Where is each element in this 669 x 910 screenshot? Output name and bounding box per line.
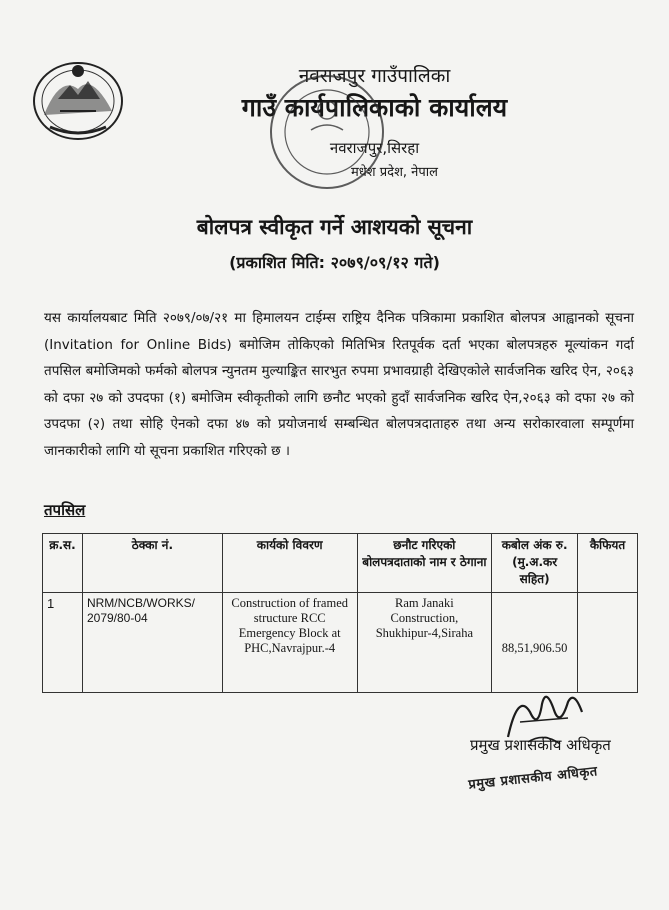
- details-heading: तपसिल: [44, 501, 86, 519]
- col-amount: कबोल अंक रु. (मु.अ.कर सहित): [492, 534, 578, 593]
- office-location: नवराजपुर,सिरहा: [329, 139, 420, 157]
- notice-body: यस कार्यालयबाट मिति २०७९/०७/२१ मा हिमालयन टाईम्स राष्ट्रिय दैनिक पत्रिकामा प्रकाशित बोलपत्र आह्वानको सूचना (Invitation for Online Bids) बमोजिम तोकिएको मितिभित्र रितपूर्वक दर्ता भएका बोलपत्रहरु मूल्यांकन गर्दा तपसिल बमोजिमको फर्मको बोलपत्र न्युनतम मुल्याङ्कित सारभुत रुपमा प्रभावग्राही देखिएकोले सार्वजनिक खरिद ऐन, २०६३ को दफा २७ को उपदफा (१) बमोजिम स्वीकृतीको लागि छनौट भएको हुदाँ सार्वजनिक खरिद ऐन,२०६३ को दफा २७ को उपदफा (२) तथा सोहि ऐनको दफा ४७ को प्रयोजनार्थ सम्बन्धित बोलपत्रदाताहरु तथा अन्य सरोकारवाला सम्पूर्णमा जानकारीको लागि यो सूचना प्रकाशित गरिएको छ ।: [44, 310, 634, 459]
- cell-work: Construction of framed structure RCC Emergency Block at PHC,Navrajpur.-4: [222, 593, 357, 693]
- notice-title: बोलपत्र स्वीकृत गर्ने आशयको सूचना: [196, 215, 473, 239]
- office-name: गाउँ कार्यपालिकाको कार्यालय: [241, 93, 508, 122]
- signatory-title: प्रमुख प्रशासकीय अधिकृत: [470, 736, 611, 754]
- office-province: मधेश प्रदेश, नेपाल: [351, 165, 438, 180]
- col-contract-no: ठेक्का नं.: [82, 534, 222, 593]
- signatory-stamp-text: प्रमुख प्रशासकीय अधिकृत: [467, 764, 599, 793]
- table-row: [43, 593, 638, 693]
- col-bidder: छनौट गरिएको बोलपत्रदाताको नाम र ठेगाना: [357, 534, 492, 593]
- cell-bidder: Ram Janaki Construction, Shukhipur-4,Siraha: [357, 593, 492, 693]
- col-sn: क्र.स.: [43, 534, 83, 593]
- cell-amount: 88,51,906.50: [492, 593, 578, 693]
- municipality-name: नवराजपुर गाउँपालिका: [298, 65, 451, 87]
- col-work: कार्यको विवरण: [222, 534, 357, 593]
- office-seal-stamp-icon: [265, 70, 390, 195]
- cell-sn: 1: [43, 593, 83, 693]
- col-remarks: कैफियत: [578, 534, 638, 593]
- details-table: [42, 533, 638, 693]
- cell-contract-no: NRM/NCB/WORKS/ 2079/80-04: [82, 593, 222, 693]
- table-header-row: [43, 534, 638, 593]
- published-date: (प्रकाशित मिति: २०७९/०९/१२ गते): [229, 253, 440, 272]
- cell-remarks: [578, 593, 638, 693]
